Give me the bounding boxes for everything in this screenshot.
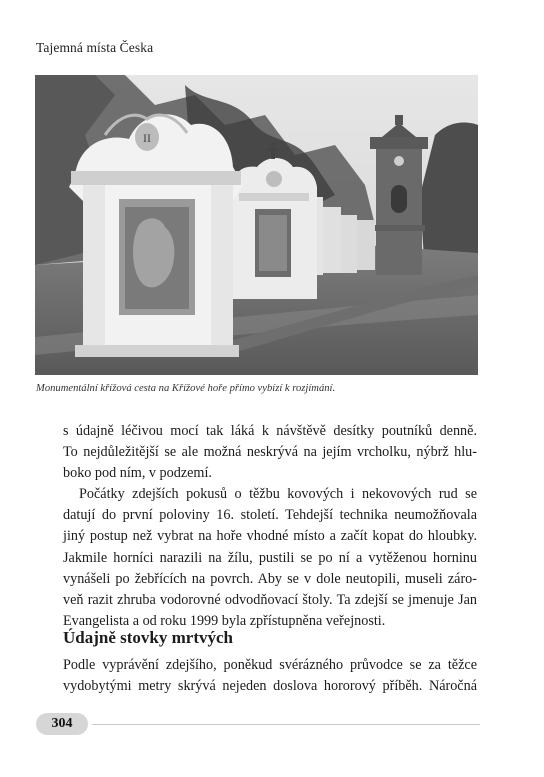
text-line: s údajně léčivou mocí tak láká k návštěvě desítky poutníků denně. xyxy=(63,423,477,439)
paragraph-1 xyxy=(63,421,477,485)
text-line: vynášeli po žebřících na povrch. Aby se v dole neutopili, museli záro- xyxy=(63,570,477,587)
text-line: Jakmile horníci narazili na žílu, pustili se po ní a vytěženou horninu xyxy=(63,549,477,566)
text-line: vydobytými metry skrývá nejeden doslova hororový příběh. Náročná xyxy=(63,678,477,695)
text-line: Evangelista a od roku 1999 byla zpřístupněna veřejnosti. xyxy=(63,613,386,630)
paragraph-3 xyxy=(63,655,477,697)
text-line: Počátky zdejších pokusů o těžbu kovových i nekovových rud se xyxy=(79,486,477,502)
page-number: 304 xyxy=(36,713,88,735)
text-line: boko pod ním, v podzemí. xyxy=(63,465,212,482)
page-footer xyxy=(36,713,481,737)
running-head: Tajemná místa Česka xyxy=(36,40,154,55)
text-line: jiný postup než vybrat na hoře vhodné místo a začít kopat do hloubky. xyxy=(63,528,477,545)
photo-calvary-chapels xyxy=(35,75,478,375)
footer-rule xyxy=(92,724,480,725)
paragraph-2 xyxy=(63,484,477,632)
svg-text:II: II xyxy=(143,131,151,145)
photo-caption: Monumentální křížová cesta na Křížové hoře přímo vybízí k rozjímání. xyxy=(36,383,336,394)
text-line: To nejdůležitější se ale možná neskrývá na jejím vrcholku, nýbrž hlu- xyxy=(63,444,477,461)
section-heading: Údajně stovky mrtvých xyxy=(63,628,233,647)
text-line: veň razit zhruba vodorovné odvodňovací štoly. Ta zdejší se jmenuje Jan xyxy=(63,592,477,609)
text-line: Podle vyprávění zdejšího, poněkud svérázného průvodce se za těžce xyxy=(63,657,477,673)
text-line: datují do první poloviny 16. století. Tehdejší technika neumožňovala xyxy=(63,507,477,524)
